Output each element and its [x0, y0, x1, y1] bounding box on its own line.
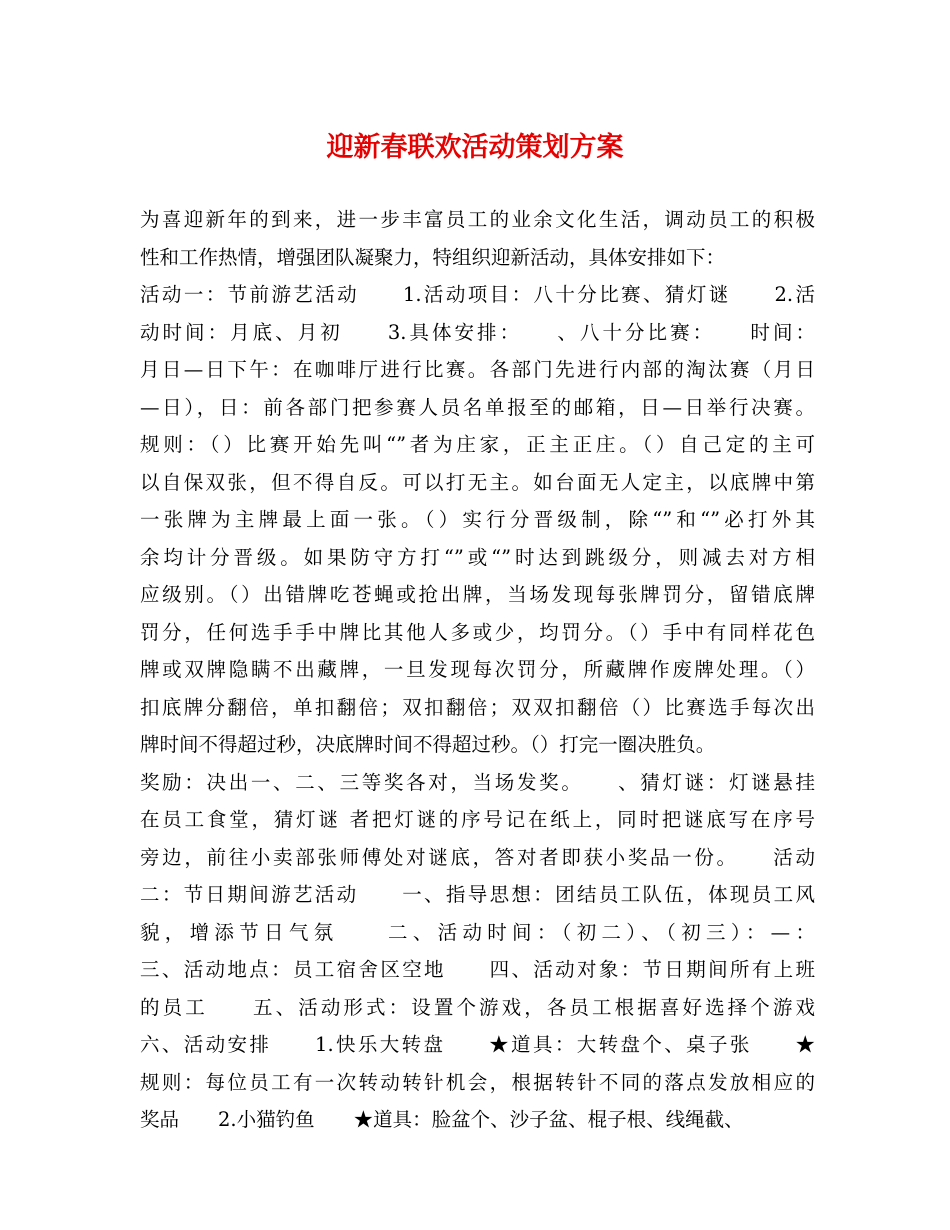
body-line: 余均计分晋级。如果防守方打“”或“”时达到跳级分，则减去对方相 [140, 545, 815, 569]
body-line: 旁边，前往小卖部张师傅处对谜底，答对者即获小奖品一份。 活动 [140, 845, 815, 869]
body-line: 以自保双张，但不得自反。可以打无主。如台面无人定主，以底牌中第 [140, 470, 815, 494]
document-title: 迎新春联欢活动策划方案 [326, 132, 624, 163]
body-line: 六、活动安排 1.快乐大转盘 ★道具：大转盘个、桌子张 ★ [140, 1033, 815, 1056]
body-line: 性和工作热情，增强团队凝聚力，特组织迎新活动，具体安排如下： [140, 245, 726, 269]
body-line: 动时间：月底、月初 3.具体安排： 、八十分比赛： 时间： [140, 320, 815, 344]
document-body [140, 201, 815, 1139]
body-line: 为喜迎新年的到来，进一步丰富员工的业余文化生活，调动员工的积极 [140, 208, 815, 231]
body-line: 规则：每位员工有一次转动转针机会，根据转针不同的落点发放相应的 [140, 1070, 815, 1094]
body-line: 应级别。（）出错牌吃苍蝇或抢出牌，当场发现每张牌罚分，留错底牌 [140, 583, 815, 606]
body-line: —日），日：前各部门把参赛人员名单报至的邮箱，日—日举行决赛。 [140, 395, 815, 419]
body-line: 规则：（）比赛开始先叫“”者为庄家，正主正庄。（）自己定的主可 [140, 433, 815, 456]
body-line: 罚分，任何选手手中牌比其他人多或少，均罚分。（）手中有同样花色 [140, 620, 815, 644]
body-line: 月日—日下午：在咖啡厅进行比赛。各部门先进行内部的淘汰赛（月日 [140, 358, 815, 381]
body-line: 牌或双牌隐瞒不出藏牌，一旦发现每次罚分，所藏牌作废牌处理。（） [140, 658, 815, 681]
body-line: 三、活动地点：员工宿舍区空地 四、活动对象：节日期间所有上班 [140, 958, 815, 981]
body-line: 扣底牌分翻倍，单扣翻倍；双扣翻倍；双双扣翻倍（）比赛选手每次出 [140, 695, 815, 719]
body-line: 奖品 2.小猫钓鱼 ★道具：脸盆个、沙子盆、棍子根、线绳截、 [140, 1108, 744, 1131]
body-line: 貌，增添节日气氛 二、活动时间：（初二）、（初三）：—： [140, 920, 815, 944]
body-line: 牌时间不得超过秒，决底牌时间不得超过秒。（）打完一圈决胜负。 [140, 733, 716, 756]
body-line: 活动一：节前游艺活动 1.活动项目：八十分比赛、猜灯谜 2.活 [140, 283, 815, 306]
body-line: 在员工食堂，猜灯谜 者把灯谜的序号记在纸上，同时把谜底写在序号 [140, 808, 815, 831]
body-line: 一张牌为主牌最上面一张。（）实行分晋级制，除“”和“”必打外其 [140, 508, 815, 531]
body-line: 的员工 五、活动形式：设置个游戏，各员工根据喜好选择个游戏 [140, 995, 815, 1019]
body-line: 奖励：决出一、二、三等奖各对，当场发奖。 、猜灯谜：灯谜悬挂 [140, 770, 815, 794]
body-line: 二：节日期间游艺活动 一、指导思想：团结员工队伍，体现员工风 [140, 883, 815, 906]
